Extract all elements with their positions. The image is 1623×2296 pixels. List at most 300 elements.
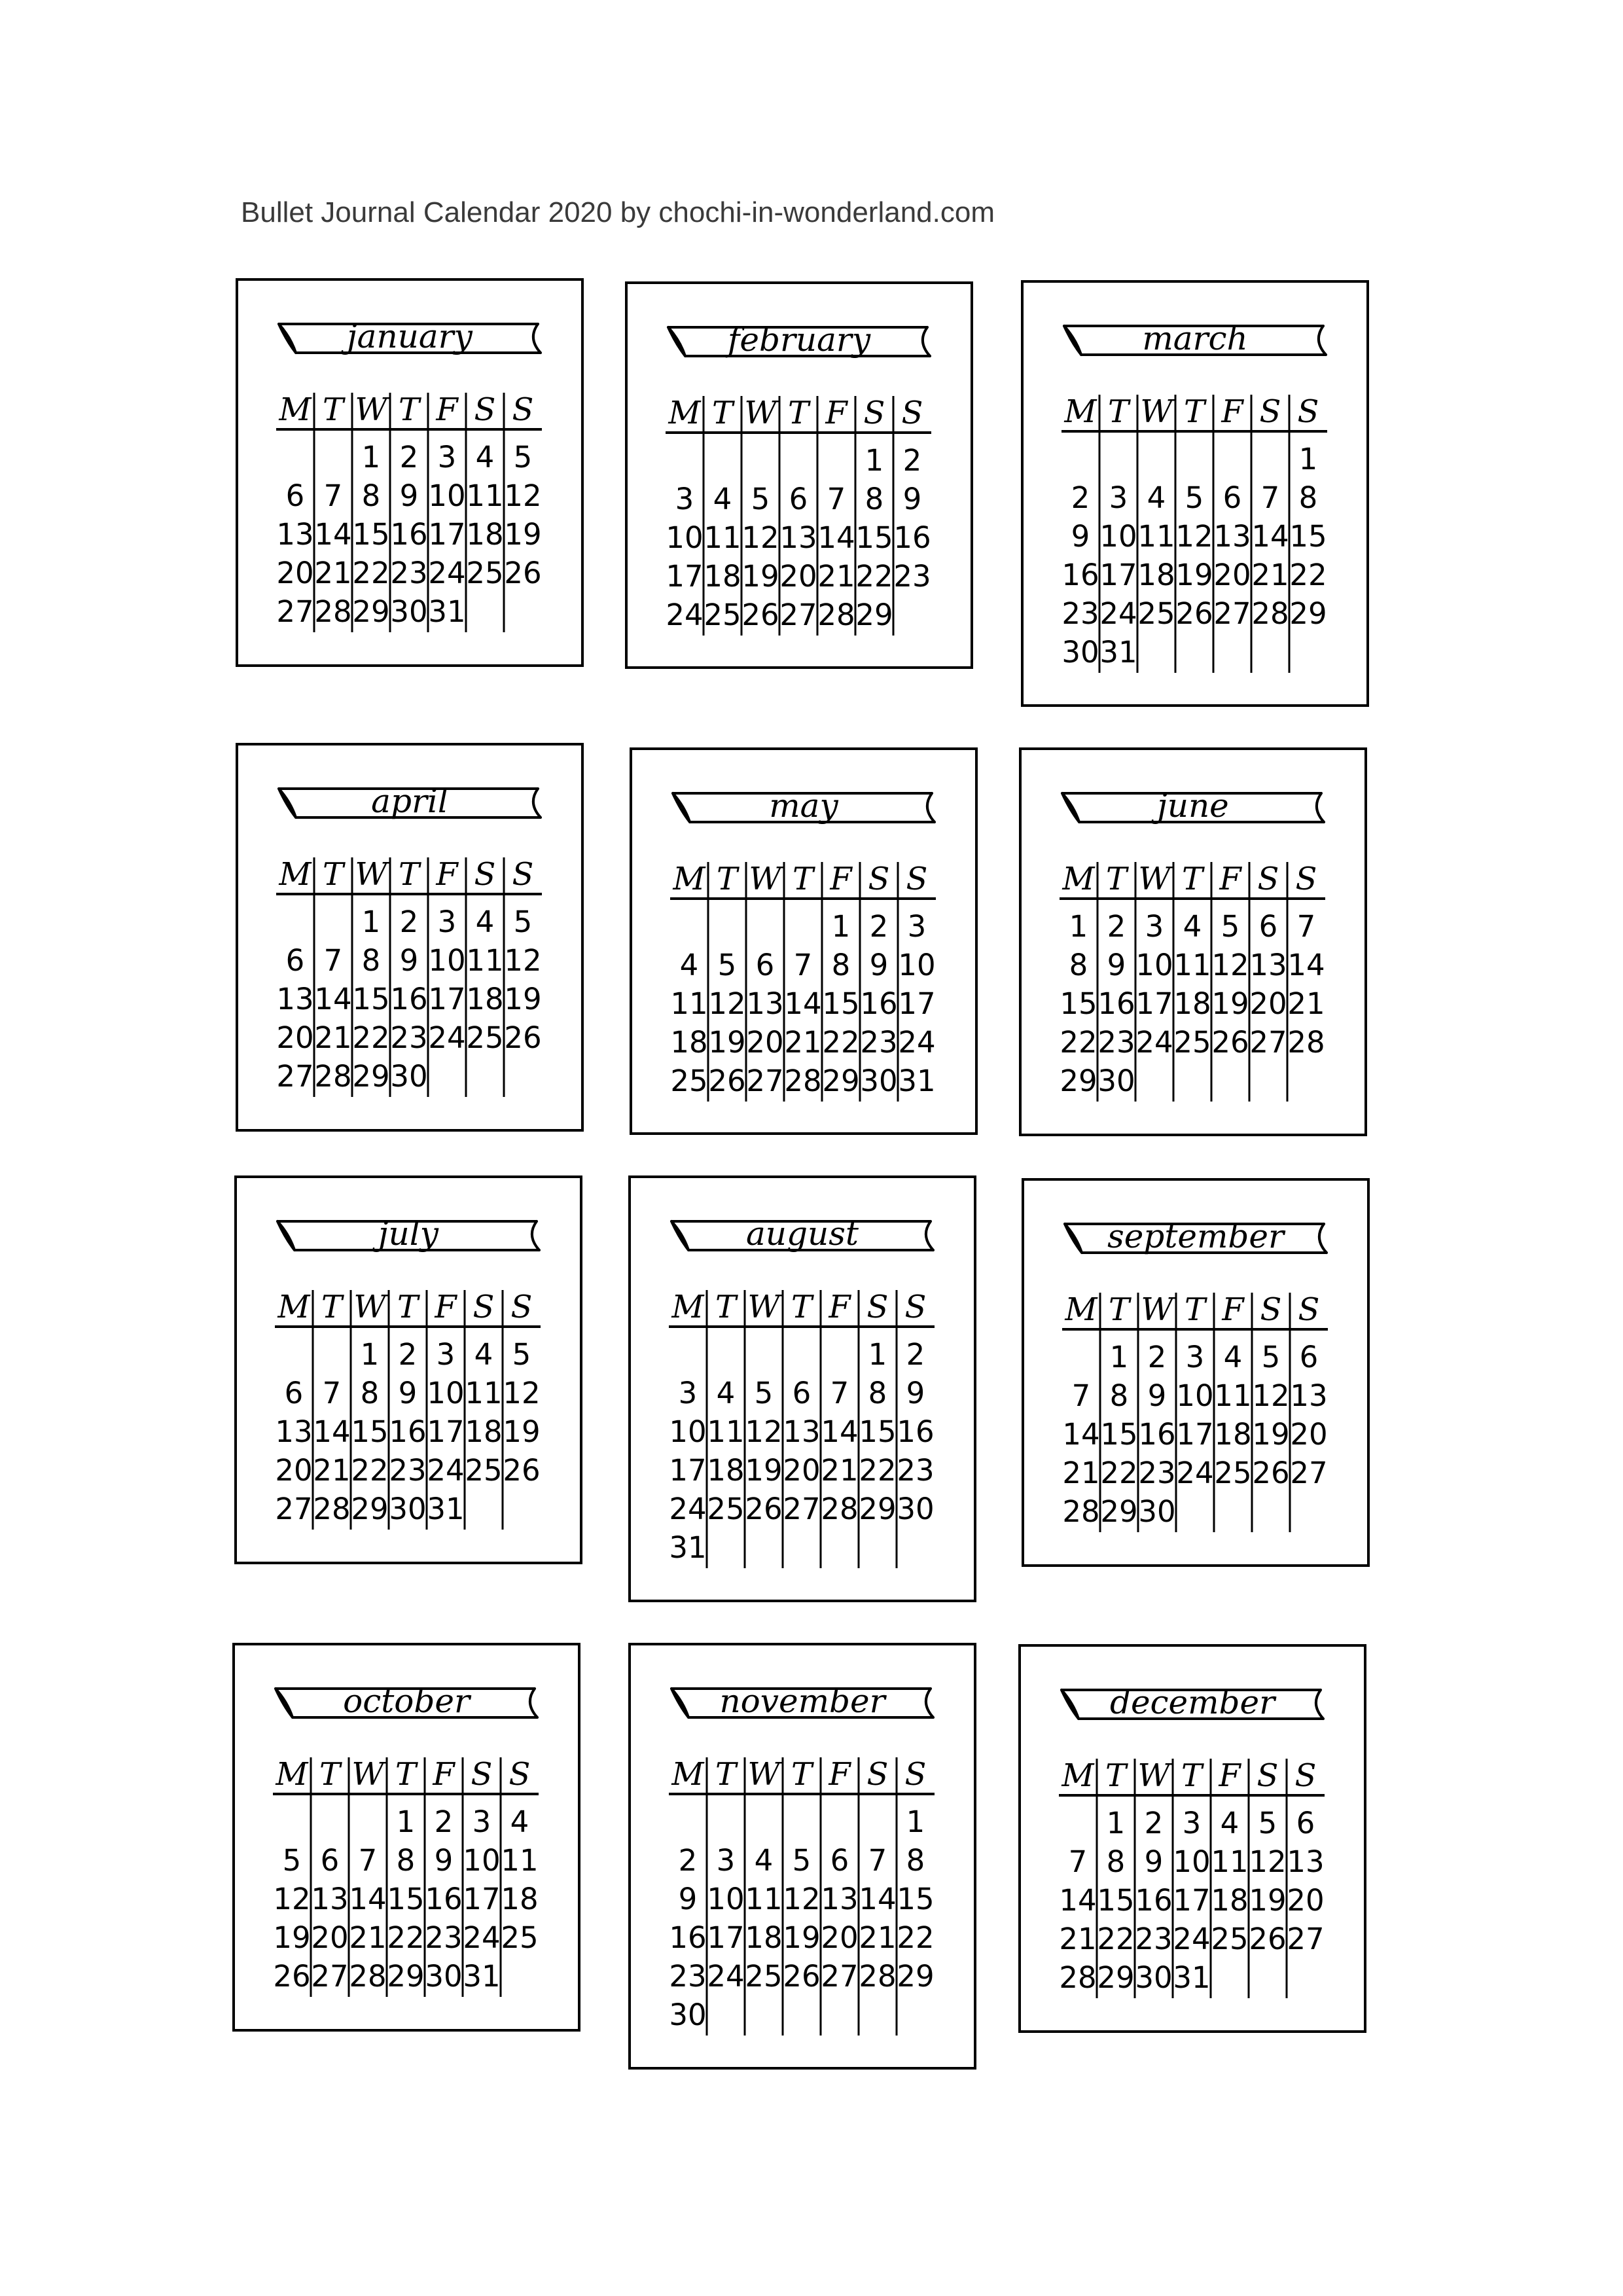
day-number: 17 xyxy=(707,1920,745,1955)
weekday-label: T xyxy=(1108,1291,1130,1328)
weekday-label: S xyxy=(1260,1291,1282,1328)
day-number: 7 xyxy=(868,1843,887,1878)
day-number: 5 xyxy=(754,1376,774,1410)
day-number: 18 xyxy=(1214,1417,1252,1452)
weekday-label: W xyxy=(355,391,387,428)
day-number: 6 xyxy=(284,1376,304,1410)
weekday-label: T xyxy=(791,1289,813,1325)
day-number: 23 xyxy=(893,559,931,594)
day-number: 30 xyxy=(390,1059,428,1094)
day-number: 8 xyxy=(1069,948,1088,982)
day-number: 24 xyxy=(669,1492,707,1526)
day-number: 25 xyxy=(1211,1922,1249,1956)
days-grid xyxy=(1059,1755,1327,2001)
weekday-label: M xyxy=(671,1289,704,1325)
day-number: 1 xyxy=(831,909,851,944)
day-number: 10 xyxy=(428,478,466,513)
day-number: 8 xyxy=(1106,1844,1126,1879)
day-number: 26 xyxy=(504,1020,542,1055)
day-number: 23 xyxy=(1138,1456,1176,1490)
day-number: 27 xyxy=(275,1492,313,1526)
day-number: 23 xyxy=(389,1453,427,1488)
day-number: 16 xyxy=(1138,1417,1176,1452)
day-number: 14 xyxy=(784,986,822,1021)
weekday-label: T xyxy=(322,391,344,428)
day-number: 21 xyxy=(817,559,855,594)
day-number: 28 xyxy=(821,1492,859,1526)
weekday-label: F xyxy=(1222,1291,1244,1328)
day-number: 3 xyxy=(1145,909,1164,944)
day-number: 21 xyxy=(1251,558,1289,592)
day-number: 7 xyxy=(358,1843,378,1878)
day-number: 21 xyxy=(1059,1922,1097,1956)
day-number: 13 xyxy=(783,1414,821,1449)
day-number: 4 xyxy=(475,440,495,475)
weekday-label: F xyxy=(433,1756,455,1793)
day-number: 2 xyxy=(1144,1806,1164,1840)
day-number: 14 xyxy=(349,1882,387,1916)
day-number: 24 xyxy=(463,1920,501,1955)
day-number: 26 xyxy=(504,556,542,590)
day-number: 16 xyxy=(389,1414,427,1449)
day-number: 16 xyxy=(1097,986,1135,1021)
day-number: 1 xyxy=(1069,909,1088,944)
day-number: 3 xyxy=(436,1337,455,1372)
weekday-label: F xyxy=(830,861,852,897)
day-number: 15 xyxy=(822,986,860,1021)
weekday-label: W xyxy=(1140,393,1173,430)
day-number: 28 xyxy=(859,1959,897,1994)
day-number: 9 xyxy=(398,1376,418,1410)
day-number: 12 xyxy=(1249,1844,1287,1879)
day-number: 4 xyxy=(713,482,732,516)
day-number: 8 xyxy=(361,478,381,513)
weekday-label: T xyxy=(398,391,420,428)
day-number: 18 xyxy=(465,1414,503,1449)
days-grid xyxy=(1060,858,1328,1104)
weekday-label: W xyxy=(749,861,781,897)
day-number: 14 xyxy=(1059,1883,1097,1918)
day-number: 2 xyxy=(1071,480,1090,515)
day-number: 19 xyxy=(503,1414,541,1449)
weekday-label: T xyxy=(1183,393,1205,430)
day-number: 10 xyxy=(707,1882,745,1916)
day-number: 24 xyxy=(666,598,704,632)
day-number: 17 xyxy=(898,986,936,1021)
day-number: 4 xyxy=(510,1804,529,1839)
day-number: 30 xyxy=(1097,1064,1135,1098)
day-number: 10 xyxy=(1135,948,1173,982)
day-number: 29 xyxy=(1060,1064,1097,1098)
weekday-label: W xyxy=(1137,1757,1170,1794)
day-number: 31 xyxy=(427,1492,465,1526)
day-number: 17 xyxy=(669,1453,707,1488)
day-number: 12 xyxy=(503,1376,541,1410)
day-number: 13 xyxy=(1290,1378,1328,1413)
day-number: 4 xyxy=(754,1843,774,1878)
day-number: 9 xyxy=(902,482,922,516)
day-number: 31 xyxy=(898,1064,936,1098)
day-number: 5 xyxy=(512,1337,531,1372)
weekday-label: S xyxy=(510,1289,533,1325)
day-number: 9 xyxy=(869,948,889,982)
weekday-label: S xyxy=(863,395,885,431)
day-number: 12 xyxy=(741,520,779,555)
day-number: 8 xyxy=(396,1843,416,1878)
day-number: 25 xyxy=(707,1492,745,1526)
day-number: 5 xyxy=(1261,1340,1281,1374)
weekday-label: S xyxy=(473,1289,495,1325)
day-number: 20 xyxy=(779,559,817,594)
weekday-label: M xyxy=(668,395,701,431)
weekday-label: T xyxy=(395,1756,417,1793)
weekday-label: F xyxy=(1219,861,1241,897)
day-number: 19 xyxy=(504,982,542,1016)
day-number: 8 xyxy=(831,948,851,982)
day-number: 15 xyxy=(859,1414,897,1449)
day-number: 17 xyxy=(427,1414,465,1449)
weekday-label: T xyxy=(1181,861,1204,897)
day-number: 19 xyxy=(1211,986,1249,1021)
day-number: 13 xyxy=(276,982,314,1016)
day-number: 22 xyxy=(1289,558,1327,592)
day-number: 10 xyxy=(669,1414,707,1449)
day-number: 21 xyxy=(349,1920,387,1955)
day-number: 16 xyxy=(390,982,428,1016)
day-number: 27 xyxy=(746,1064,784,1098)
day-number: 19 xyxy=(783,1920,821,1955)
day-number: 30 xyxy=(1135,1960,1173,1995)
day-number: 15 xyxy=(1060,986,1097,1021)
day-number: 9 xyxy=(1144,1844,1164,1879)
day-number: 12 xyxy=(504,478,542,513)
weekday-label: M xyxy=(1061,1757,1094,1794)
day-number: 26 xyxy=(273,1959,311,1994)
weekday-label: M xyxy=(1064,393,1097,430)
day-number: 24 xyxy=(707,1959,745,1994)
day-number: 11 xyxy=(1211,1844,1249,1879)
day-number: 5 xyxy=(717,948,737,982)
day-number: 25 xyxy=(670,1064,708,1098)
weekday-label: S xyxy=(906,861,928,897)
weekday-label: T xyxy=(1105,861,1128,897)
day-number: 19 xyxy=(1252,1417,1290,1452)
day-number: 20 xyxy=(1213,558,1251,592)
days-grid xyxy=(670,858,938,1104)
weekday-label: M xyxy=(276,1756,308,1793)
day-number: 10 xyxy=(428,943,466,978)
weekday-label: T xyxy=(716,861,738,897)
day-number: 3 xyxy=(716,1843,736,1878)
day-number: 10 xyxy=(427,1376,465,1410)
day-number: 6 xyxy=(830,1843,849,1878)
day-number: 12 xyxy=(783,1882,821,1916)
day-number: 22 xyxy=(822,1025,860,1060)
day-number: 2 xyxy=(399,905,419,939)
day-number: 5 xyxy=(792,1843,812,1878)
day-number: 7 xyxy=(1296,909,1316,944)
month-card-december xyxy=(1018,1644,1366,2033)
day-number: 28 xyxy=(314,1059,352,1094)
day-number: 6 xyxy=(1296,1806,1315,1840)
day-number: 28 xyxy=(349,1959,387,1994)
day-number: 27 xyxy=(1287,1922,1325,1956)
day-number: 27 xyxy=(276,594,314,629)
weekday-label: S xyxy=(904,1289,927,1325)
day-number: 20 xyxy=(275,1453,313,1488)
days-grid xyxy=(669,1286,937,1571)
month-name: may xyxy=(769,787,838,825)
day-number: 15 xyxy=(1289,519,1327,554)
day-number: 8 xyxy=(868,1376,887,1410)
month-name: november xyxy=(719,1682,885,1720)
day-number: 14 xyxy=(817,520,855,555)
day-number: 22 xyxy=(1097,1922,1135,1956)
day-number: 9 xyxy=(1147,1378,1167,1413)
day-number: 25 xyxy=(1137,596,1175,631)
day-number: 21 xyxy=(1062,1456,1100,1490)
day-number: 15 xyxy=(352,982,390,1016)
day-number: 3 xyxy=(437,905,457,939)
day-number: 22 xyxy=(352,556,390,590)
day-number: 17 xyxy=(1176,1417,1214,1452)
weekday-label: W xyxy=(747,1289,780,1325)
day-number: 19 xyxy=(1249,1883,1287,1918)
day-number: 11 xyxy=(670,986,708,1021)
day-number: 25 xyxy=(745,1959,783,1994)
day-number: 17 xyxy=(1099,558,1137,592)
day-number: 18 xyxy=(501,1882,539,1916)
day-number: 5 xyxy=(513,905,533,939)
day-number: 29 xyxy=(1097,1960,1135,1995)
day-number: 19 xyxy=(1175,558,1213,592)
month-name: august xyxy=(746,1215,859,1253)
day-number: 24 xyxy=(428,1020,466,1055)
day-number: 29 xyxy=(352,1059,390,1094)
day-number: 25 xyxy=(1173,1025,1211,1060)
day-number: 6 xyxy=(789,482,808,516)
weekday-label: T xyxy=(792,861,814,897)
weekday-label: T xyxy=(787,395,810,431)
day-number: 2 xyxy=(1147,1340,1167,1374)
day-number: 6 xyxy=(1222,480,1242,515)
day-number: 17 xyxy=(1135,986,1173,1021)
day-number: 22 xyxy=(1100,1456,1138,1490)
day-number: 13 xyxy=(746,986,784,1021)
month-card-october xyxy=(232,1643,580,2032)
day-number: 4 xyxy=(1223,1340,1243,1374)
day-number: 23 xyxy=(897,1453,935,1488)
day-number: 29 xyxy=(1100,1494,1138,1529)
month-card-april xyxy=(236,743,584,1132)
day-number: 19 xyxy=(708,1025,746,1060)
day-number: 9 xyxy=(906,1376,925,1410)
day-number: 22 xyxy=(897,1920,935,1955)
day-number: 26 xyxy=(503,1453,541,1488)
day-number: 5 xyxy=(1185,480,1204,515)
day-number: 4 xyxy=(679,948,699,982)
weekday-label: T xyxy=(1105,1757,1127,1794)
day-number: 11 xyxy=(1173,948,1211,982)
weekday-label: S xyxy=(1298,1291,1320,1328)
day-number: 24 xyxy=(1099,596,1137,631)
day-number: 1 xyxy=(396,1804,416,1839)
day-number: 11 xyxy=(704,520,741,555)
month-card-february xyxy=(625,281,973,669)
day-number: 30 xyxy=(425,1959,463,1994)
weekday-label: T xyxy=(715,1289,737,1325)
day-number: 20 xyxy=(1249,986,1287,1021)
day-number: 20 xyxy=(276,1020,314,1055)
day-number: 24 xyxy=(1173,1922,1211,1956)
day-number: 9 xyxy=(1107,948,1126,982)
day-number: 3 xyxy=(1182,1806,1202,1840)
day-number: 24 xyxy=(1176,1456,1214,1490)
day-number: 14 xyxy=(1251,519,1289,554)
weekday-label: M xyxy=(279,856,312,893)
weekday-label: S xyxy=(474,856,496,893)
day-number: 26 xyxy=(708,1064,746,1098)
weekday-label: T xyxy=(398,856,420,893)
day-number: 25 xyxy=(466,1020,504,1055)
day-number: 9 xyxy=(399,478,419,513)
weekday-label: T xyxy=(1184,1291,1206,1328)
day-number: 23 xyxy=(1097,1025,1135,1060)
day-number: 12 xyxy=(708,986,746,1021)
day-number: 14 xyxy=(313,1414,351,1449)
weekday-label: W xyxy=(351,1756,384,1793)
day-number: 3 xyxy=(437,440,457,475)
day-number: 15 xyxy=(387,1882,425,1916)
day-number: 7 xyxy=(830,1376,849,1410)
day-number: 2 xyxy=(902,443,922,478)
day-number: 30 xyxy=(1138,1494,1176,1529)
weekday-label: F xyxy=(436,856,458,893)
day-number: 11 xyxy=(466,478,504,513)
day-number: 20 xyxy=(1287,1883,1325,1918)
weekday-label: M xyxy=(277,1289,310,1325)
day-number: 17 xyxy=(428,517,466,552)
day-number: 11 xyxy=(745,1882,783,1916)
month-name: december xyxy=(1109,1683,1275,1721)
day-number: 10 xyxy=(1173,1844,1211,1879)
day-number: 4 xyxy=(1183,909,1202,944)
weekday-label: F xyxy=(825,395,847,431)
day-number: 6 xyxy=(755,948,775,982)
month-name: july xyxy=(378,1215,438,1253)
day-number: 2 xyxy=(678,1843,698,1878)
day-number: 29 xyxy=(859,1492,897,1526)
month-name: april xyxy=(371,782,448,820)
day-number: 7 xyxy=(1071,1378,1091,1413)
month-name: february xyxy=(727,321,871,359)
day-number: 13 xyxy=(276,517,314,552)
day-number: 29 xyxy=(351,1492,389,1526)
day-number: 1 xyxy=(1106,1806,1126,1840)
day-number: 4 xyxy=(1220,1806,1240,1840)
weekday-label: W xyxy=(355,856,387,893)
day-number: 8 xyxy=(1298,480,1318,515)
day-number: 21 xyxy=(821,1453,859,1488)
weekday-label: F xyxy=(829,1756,851,1793)
day-number: 3 xyxy=(1109,480,1128,515)
day-number: 10 xyxy=(666,520,704,555)
day-number: 26 xyxy=(1249,1922,1287,1956)
day-number: 10 xyxy=(1099,519,1137,554)
day-number: 14 xyxy=(1062,1417,1100,1452)
day-number: 7 xyxy=(827,482,846,516)
month-name: september xyxy=(1107,1217,1284,1255)
day-number: 18 xyxy=(1137,558,1175,592)
day-number: 28 xyxy=(817,598,855,632)
day-number: 8 xyxy=(865,482,884,516)
day-number: 28 xyxy=(1059,1960,1097,1995)
weekday-label: S xyxy=(868,861,890,897)
weekday-label: S xyxy=(512,856,534,893)
day-number: 25 xyxy=(465,1453,503,1488)
day-number: 18 xyxy=(466,517,504,552)
weekday-label: T xyxy=(715,1756,737,1793)
day-number: 20 xyxy=(746,1025,784,1060)
day-number: 14 xyxy=(821,1414,859,1449)
day-number: 27 xyxy=(1213,596,1251,631)
day-number: 20 xyxy=(821,1920,859,1955)
weekday-label: W xyxy=(744,395,777,431)
day-number: 24 xyxy=(1135,1025,1173,1060)
day-number: 5 xyxy=(282,1843,302,1878)
weekday-label: T xyxy=(1181,1757,1203,1794)
day-number: 18 xyxy=(1173,986,1211,1021)
day-number: 28 xyxy=(1287,1025,1325,1060)
day-number: 1 xyxy=(360,1337,380,1372)
day-number: 13 xyxy=(1287,1844,1325,1879)
day-number: 8 xyxy=(906,1843,925,1878)
day-number: 1 xyxy=(868,1337,887,1372)
day-number: 26 xyxy=(1175,596,1213,631)
day-number: 1 xyxy=(906,1804,925,1839)
weekday-label: S xyxy=(901,395,923,431)
day-number: 23 xyxy=(425,1920,463,1955)
day-number: 18 xyxy=(1211,1883,1249,1918)
day-number: 7 xyxy=(793,948,813,982)
weekday-label: S xyxy=(866,1756,889,1793)
day-number: 14 xyxy=(314,517,352,552)
day-number: 15 xyxy=(897,1882,935,1916)
day-number: 8 xyxy=(1109,1378,1129,1413)
weekday-label: T xyxy=(319,1756,341,1793)
day-number: 5 xyxy=(1258,1806,1277,1840)
weekday-label: F xyxy=(1219,1757,1241,1794)
day-number: 25 xyxy=(1214,1456,1252,1490)
day-number: 26 xyxy=(783,1959,821,1994)
weekday-label: S xyxy=(1257,861,1279,897)
day-number: 27 xyxy=(1290,1456,1328,1490)
day-number: 16 xyxy=(1135,1883,1173,1918)
weekday-label: S xyxy=(904,1756,927,1793)
day-number: 12 xyxy=(1252,1378,1290,1413)
day-number: 16 xyxy=(860,986,898,1021)
day-number: 17 xyxy=(463,1882,501,1916)
day-number: 13 xyxy=(779,520,817,555)
day-number: 2 xyxy=(398,1337,418,1372)
day-number: 7 xyxy=(1068,1844,1088,1879)
day-number: 13 xyxy=(821,1882,859,1916)
day-number: 18 xyxy=(707,1453,745,1488)
day-number: 3 xyxy=(675,482,694,516)
days-grid xyxy=(276,853,544,1100)
month-name: june xyxy=(1157,787,1229,825)
day-number: 5 xyxy=(1221,909,1240,944)
